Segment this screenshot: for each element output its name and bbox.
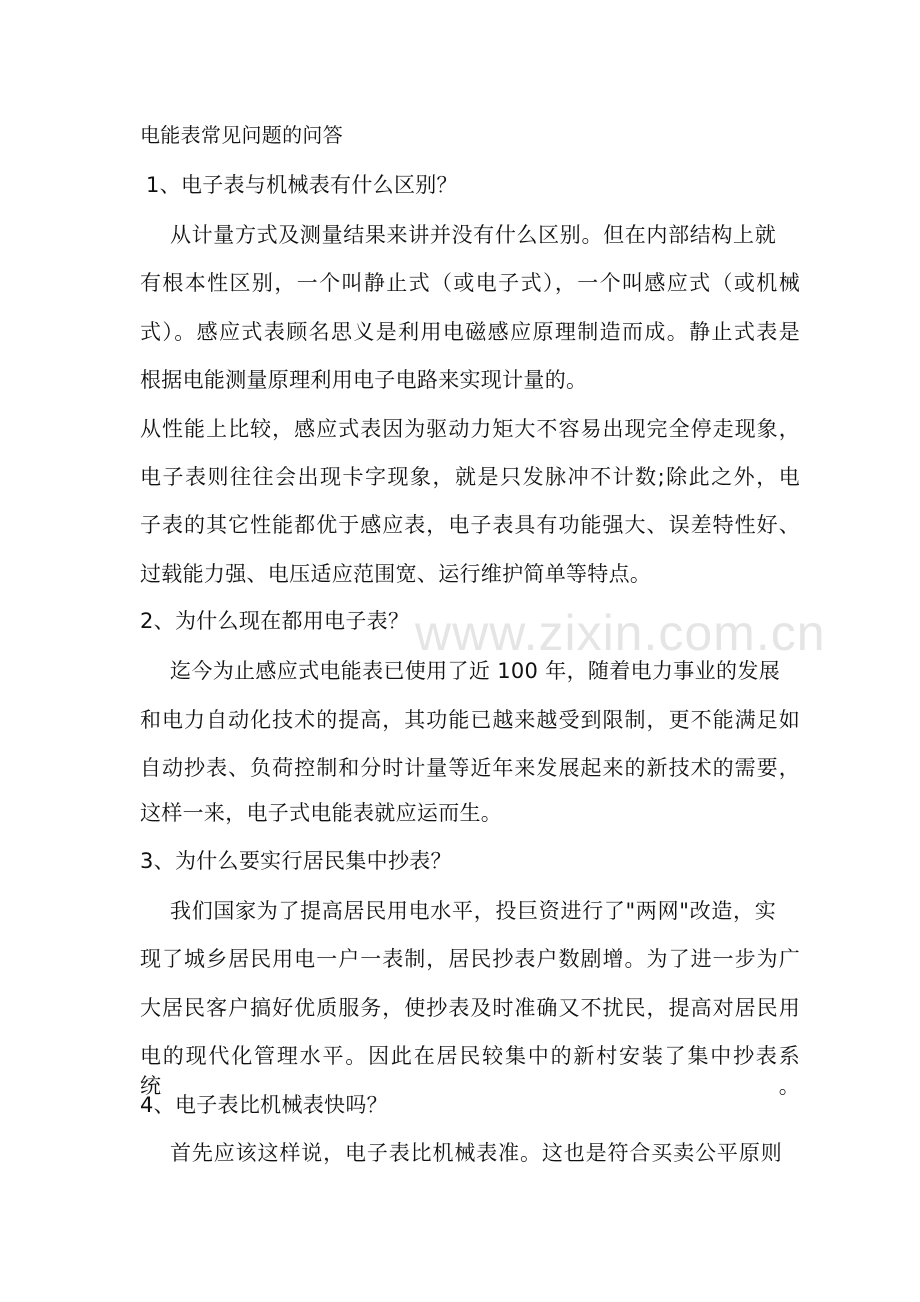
paragraph-line: 过载能力强、电压适应范围宽、运行维护简单等特点。: [140, 562, 652, 586]
paragraph-line: 我们国家为了提高居民用电水平，投巨资进行了"两网"改造，实: [170, 899, 776, 923]
watermark: www.zixin.com.cn: [415, 605, 826, 661]
paragraph-line: 这样一来，电子式电能表就应运而生。: [140, 801, 503, 825]
paragraph-line: 从性能上比较，感应式表因为驱动力矩大不容易出现完全停走现象，: [140, 417, 800, 441]
document-title: 电能表常见问题的问答: [140, 123, 343, 147]
paragraph-line: 电的现代化管理水平。因此在居民较集中的新村安装了集中抄表系统。: [140, 1044, 800, 1098]
paragraph-line: 子表的其它性能都优于感应表，电子表具有功能强大、误差特性好、: [140, 513, 800, 537]
paragraph-line: 大居民客户搞好优质服务，使抄表及时准确又不扰民，提高对居民用: [140, 996, 800, 1020]
question-heading: 2、为什么现在都用电子表？: [140, 609, 410, 633]
paragraph-line: 根据电能测量原理利用电子电路来实现计量的。: [140, 368, 588, 392]
paragraph-line: 现了城乡居民用电一户一表制，居民抄表户数剧增。为了进一步为广: [140, 947, 800, 971]
paragraph-line: 有根本性区别，一个叫静止式（或电子式），一个叫感应式（或机械: [140, 271, 800, 295]
question-heading: 4、电子表比机械表快吗？: [140, 1093, 388, 1117]
paragraph-line: 首先应该这样说，电子表比机械表准。这也是符合买卖公平原则: [170, 1141, 782, 1165]
paragraph-line: 电子表则往往会出现卡字现象，就是只发脉冲不计数;除此之外，电: [140, 465, 800, 489]
paragraph-line: 从计量方式及测量结果来讲并没有什么区别。但在内部结构上就: [170, 223, 776, 247]
question-heading: 3、为什么要实行居民集中抄表？: [140, 849, 452, 873]
question-heading: 1、电子表与机械表有什么区别？: [146, 173, 458, 197]
paragraph-line: 自动抄表、负荷控制和分时计量等近年来发展起来的新技术的需要，: [140, 756, 800, 780]
paragraph-line: 迄今为止感应式电能表已使用了近 100 年，随着电力事业的发展: [170, 659, 780, 683]
paragraph-line: 式）。感应式表顾名思义是利用电磁感应原理制造而成。静止式表是: [140, 320, 800, 344]
paragraph-line: 和电力自动化技术的提高，其功能已越来越受到限制，更不能满足如: [140, 708, 800, 732]
